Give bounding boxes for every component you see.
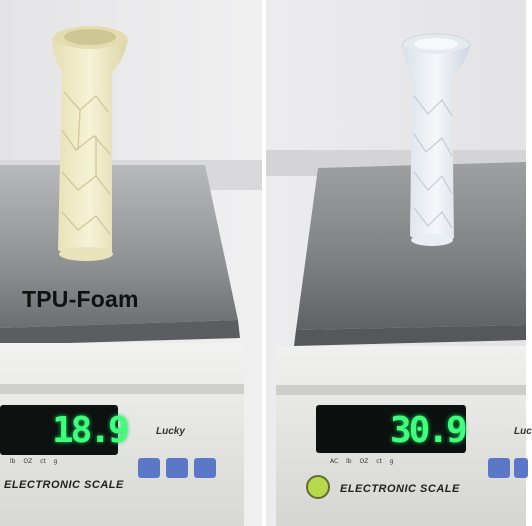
power-button bbox=[307, 476, 329, 498]
right-brand-logo: Luc bbox=[514, 426, 532, 437]
left-scale-reading: 18.9 bbox=[52, 410, 127, 451]
right-scale-reading: 30.9 bbox=[390, 410, 465, 451]
left-brand-logo: Lucky bbox=[156, 426, 185, 437]
foam-grip-opening bbox=[64, 29, 116, 45]
left-scene bbox=[0, 0, 262, 526]
right-photo-panel bbox=[266, 0, 532, 526]
scale-ridge bbox=[0, 384, 244, 394]
tare-button bbox=[138, 458, 160, 478]
clear-grip-base bbox=[411, 234, 453, 246]
left-unit-labels: lb OZ ct g bbox=[10, 458, 58, 465]
clear-grip-opening bbox=[414, 38, 458, 50]
unit-button bbox=[514, 458, 528, 478]
left-scale-name: ELECTRONIC SCALE bbox=[4, 479, 124, 491]
unit-button bbox=[166, 458, 188, 478]
mode-button bbox=[194, 458, 216, 478]
left-photo-panel bbox=[0, 0, 262, 526]
right-scale-name: ELECTRONIC SCALE bbox=[340, 483, 460, 495]
scale-ridge bbox=[276, 385, 526, 395]
right-unit-labels: AC lb OZ ct g bbox=[330, 458, 394, 465]
tare-button bbox=[488, 458, 510, 478]
sample-label: TPU-Foam bbox=[22, 286, 139, 312]
foam-grip-base bbox=[59, 247, 113, 261]
